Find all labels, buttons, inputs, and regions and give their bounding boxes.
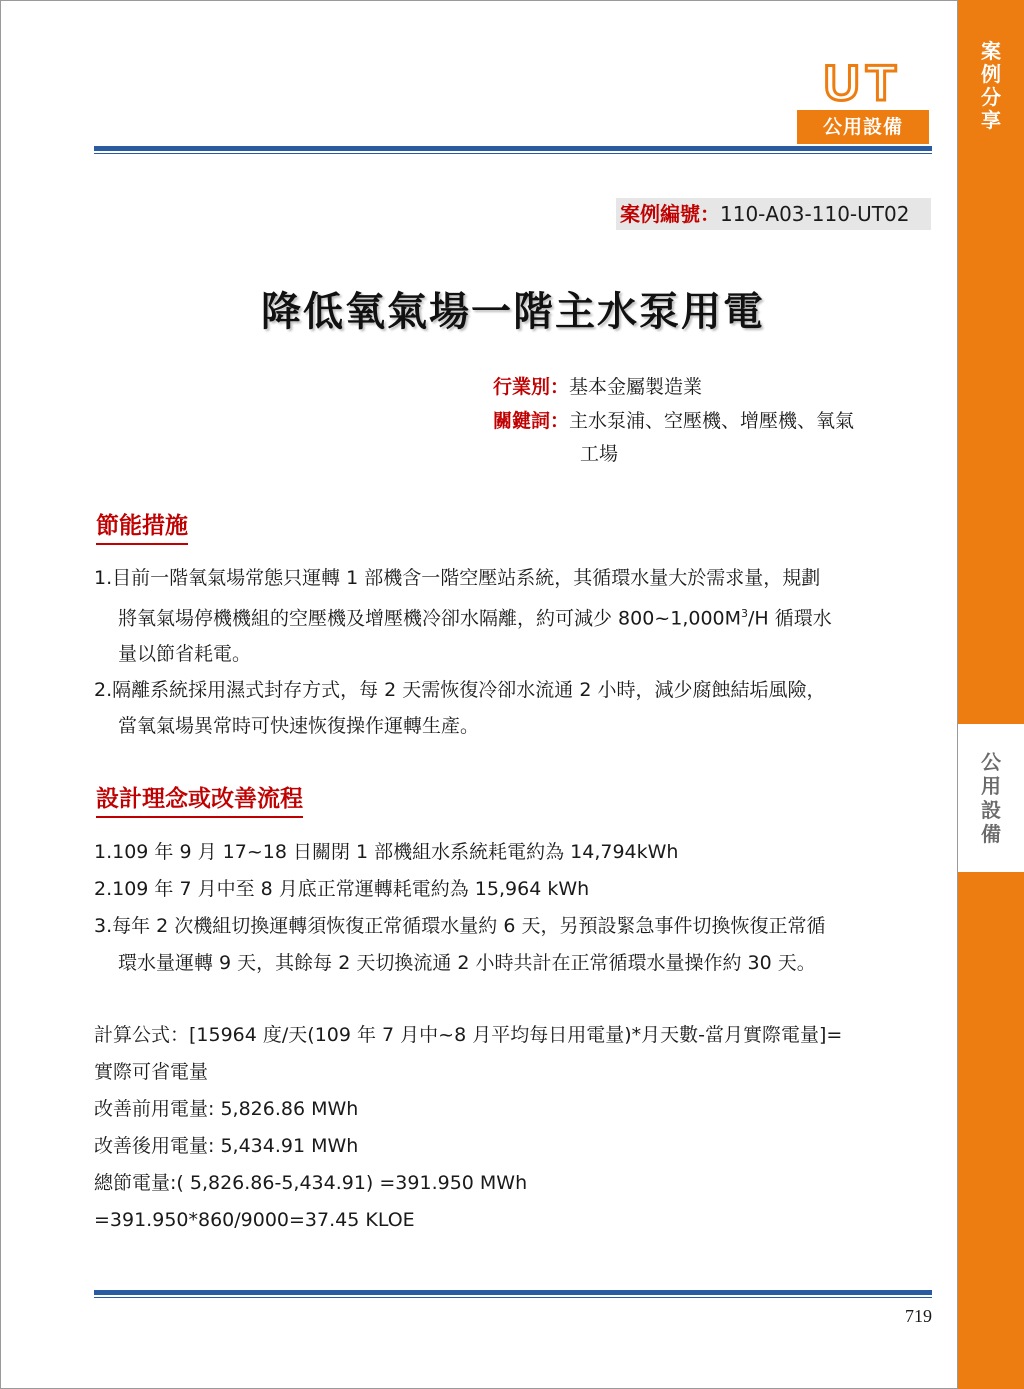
text-line: 當氧氣場異常時可快速恢復操作運轉生產。	[118, 715, 480, 738]
keywords-label: 關鍵詞：	[493, 410, 570, 432]
side-tab-char: 用	[981, 774, 1001, 798]
text-line: 2.隔離系統採用濕式封存方式，每 2 天需恢復冷卻水流通 2 小時，減少腐蝕結垢風險，	[94, 679, 826, 702]
list-item	[94, 672, 932, 744]
list-item	[94, 908, 932, 982]
top-rule	[94, 146, 932, 154]
page-number: 719	[905, 1306, 932, 1326]
bottom-rule	[94, 1290, 932, 1298]
design-list	[94, 834, 932, 982]
page-title: 降低氧氣場一階主水泵用電	[261, 289, 765, 335]
side-tab-strip	[958, 0, 1024, 1389]
superscript: 3	[741, 607, 749, 620]
case-number-value: 110-A03-110-UT02	[720, 202, 910, 226]
formula-line: 實際可省電量	[94, 1061, 209, 1083]
list-item	[94, 560, 932, 672]
formula-line: 改善前用電量: 5,826.86 MWh	[94, 1098, 359, 1120]
formula-line: 改善後用電量: 5,434.91 MWh	[94, 1135, 359, 1157]
side-tab-char: 設	[981, 798, 1001, 822]
text-line: 1.目前一階氧氣場常態只運轉 1 部機含一階空壓站系統，其循環水量大於需求量，規劃	[94, 567, 821, 589]
measures-list	[94, 560, 932, 744]
svg-text:UT: UT	[823, 58, 903, 108]
list-item: 1.109 年 9 月 17~18 日關閉 1 部機組水系統耗電約為 14,794kWh	[94, 841, 679, 863]
text-line: 量以節省耗電。	[118, 643, 252, 666]
industry-value: 基本金屬製造業	[569, 376, 703, 398]
logo-band-label: 公用設備	[797, 110, 929, 144]
industry-row	[493, 373, 702, 401]
formula-line: 計算公式：[15964 度/天(109 年 7 月中~8 月平均每日用電量)*月天數-當月實際電量]=	[94, 1024, 843, 1046]
text-line: 3.每年 2 次機組切換運轉須恢復正常循環水量約 6 天，另預設緊急事件切換恢復正常循	[94, 915, 826, 937]
keywords-value: 主水泵浦、空壓機、增壓機、氧氣	[569, 410, 855, 432]
calculation-block	[94, 1017, 932, 1239]
ut-logo	[797, 58, 929, 144]
side-tab-char: 例	[981, 62, 1001, 86]
side-tab-char: 公	[981, 750, 1001, 774]
keywords-row-cont	[580, 440, 618, 468]
side-tab-char: 案	[981, 39, 1001, 63]
section-heading-measures: 節能措施	[96, 507, 188, 545]
side-tab-case-sharing[interactable]	[958, 40, 1024, 132]
text-line: 環水量運轉 9 天，其餘每 2 天切換流通 2 小時共計在正常循環水量操作約 30 天。	[118, 952, 816, 974]
text-line: 將氧氣場停機機組的空壓機及增壓機冷卻水隔離，約可減少 800~1,000M	[118, 607, 742, 630]
keywords-row	[493, 407, 854, 435]
industry-label: 行業別：	[493, 376, 570, 398]
formula-line: =391.950*860/9000=37.45 KLOE	[94, 1209, 415, 1231]
case-number-label: 案例編號：	[620, 202, 720, 226]
keywords-value-cont: 工場	[580, 443, 619, 465]
ut-logo-letters	[803, 58, 923, 108]
section-heading-design: 設計理念或改善流程	[96, 780, 303, 818]
text-line: /H 循環水	[748, 607, 832, 630]
formula-line: 總節電量:( 5,826.86-5,434.91) =391.950 MWh	[94, 1172, 528, 1194]
case-number	[616, 198, 931, 230]
side-tab-char: 備	[981, 822, 1001, 846]
side-tab-utilities[interactable]	[958, 750, 1024, 846]
side-tab-char: 享	[981, 108, 1001, 132]
side-tab-char: 分	[981, 85, 1001, 109]
list-item: 2.109 年 7 月中至 8 月底正常運轉耗電約為 15,964 kWh	[94, 878, 590, 900]
